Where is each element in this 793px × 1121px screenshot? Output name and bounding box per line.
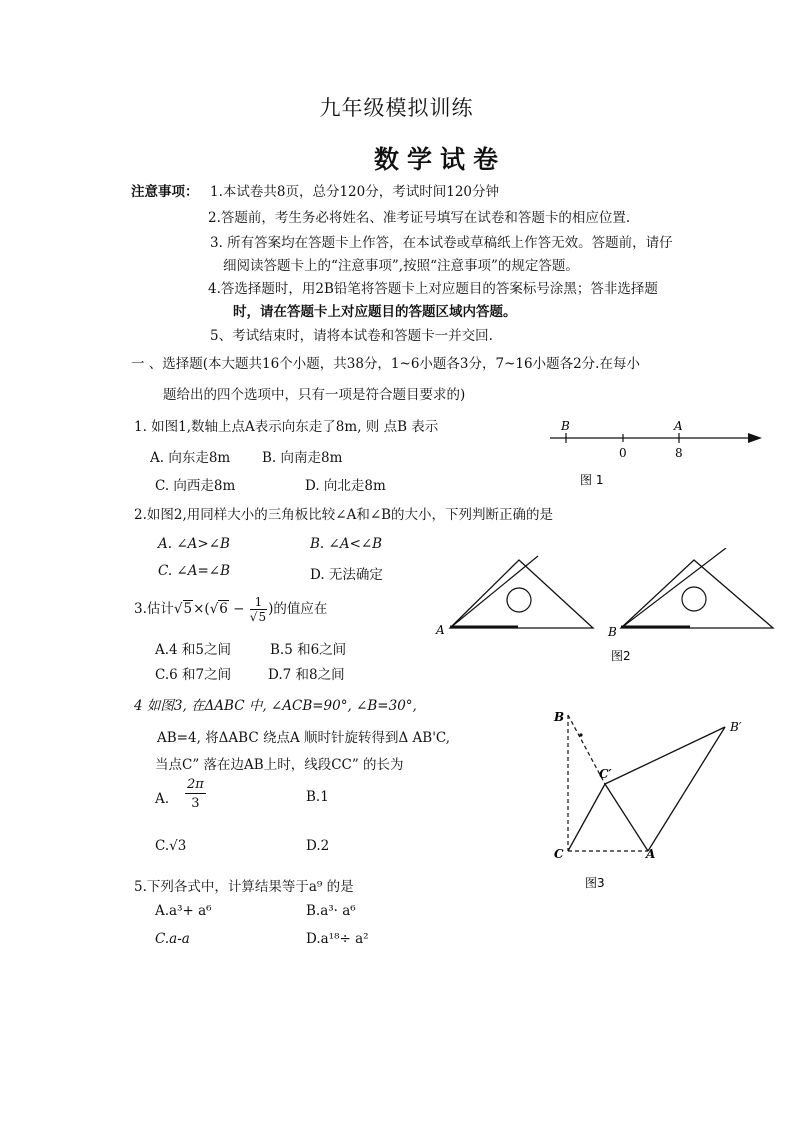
note-4-line-2: 时，请在答题卡上对应题目的答题区域内答题。	[233, 304, 517, 320]
question-3-option-c: C.6 和7之间	[155, 667, 232, 683]
sqrt-icon: √	[249, 610, 258, 624]
point-cprime-label: C′	[599, 767, 612, 781]
fraction-numerator: 1	[250, 596, 267, 610]
figure-1-number-line	[540, 415, 770, 490]
sqrt-6-icon: √	[209, 601, 219, 617]
question-4-stem-line-3: 当点C” 落在边AB上时，线段CC” 的长为	[155, 757, 404, 773]
triangle-hole-a	[507, 588, 531, 612]
fraction-1-over-sqrt5	[250, 596, 267, 623]
radicand-5: 5	[183, 601, 193, 617]
question-4-option-a-label: A.	[155, 791, 170, 807]
question-4-option-c: C.√3	[155, 838, 187, 854]
angle-a-side	[450, 556, 538, 628]
question-4-option-a-fraction	[185, 778, 206, 810]
note-4-line-1: 4.答选择题时，用2B铅笔将答题卡上对应题目的答案标号涂黑；答非选择题	[208, 281, 658, 297]
question-1-option-b: B. 向南走8m	[262, 450, 343, 466]
section-1-instructions-line-1: 一 、选择题(本大题共16个小题，共38分，1~6小题各3分，7~16小题各2分.在每小	[131, 356, 640, 372]
question-2-option-b: B. ∠A<∠B	[310, 536, 383, 552]
question-5-option-a: A.a³+ a⁶	[155, 903, 212, 919]
figure-3-rotation-diagram	[545, 705, 760, 895]
question-2-option-d: D. 无法确定	[310, 567, 383, 583]
question-5-option-d: D.a¹⁸÷ a²	[306, 931, 369, 947]
sqrt-5-icon: √	[173, 601, 183, 617]
point-b-label: B	[554, 710, 565, 724]
question-4-stem-line-1: 4 如图3, 在ΔABC 中, ∠ACB=90°, ∠B=30°,	[134, 698, 417, 714]
times-paren: ×(	[193, 601, 210, 617]
fraction-denominator	[250, 610, 267, 623]
option-a-denominator: 3	[191, 796, 200, 811]
question-2-option-a: A. ∠A>∠B	[158, 536, 230, 552]
question-3-option-b: B.5 和6之间	[270, 642, 347, 658]
segment-cprime-a	[605, 784, 648, 851]
question-1-option-d: D. 向北走8m	[305, 478, 386, 494]
radicand-6: 6	[219, 601, 228, 617]
note-3-line-1: 3. 所有答案均在答题卡上作答，在本试卷或草稿纸上作答无效。答题前，请仔	[210, 235, 673, 251]
figure-2-triangle-rulers	[428, 548, 778, 668]
tick-label-eight: 8	[675, 446, 683, 460]
angle-b-side	[621, 548, 726, 628]
point-b-label: B	[561, 419, 570, 433]
question-4-option-d: D.2	[306, 838, 330, 854]
number-line-arrow-icon	[748, 433, 762, 443]
notes-label: 注意事项：	[131, 184, 199, 200]
question-5-stem: 5.下列各式中，计算结果等于a⁹ 的是	[134, 879, 354, 895]
question-3-stem	[134, 594, 327, 624]
denominator-radicand: 5	[258, 610, 267, 624]
point-bprime-label: B′	[730, 720, 742, 734]
section-1-instructions-line-2: 题给出的四个选项中，只有一项是符合题目要求的)	[163, 387, 466, 403]
question-2-option-c: C. ∠A=∠B	[158, 563, 231, 579]
exam-subject-title: 数学试卷	[373, 145, 506, 174]
minus-sign: −	[228, 601, 249, 617]
question-1-stem: 1. 如图1,数轴上点A表示向东走了8m, 则 点B 表示	[134, 419, 439, 435]
point-c-label: C	[554, 847, 564, 861]
dot-marker	[579, 733, 582, 736]
question-2-stem: 2.如图2,用同样大小的三角板比较∠A和∠B的大小，下列判断正确的是	[134, 507, 554, 523]
question-4-stem-line-2: AB=4, 将ΔABC 绕点A 顺时针旋转得到Δ AB'C,	[157, 730, 451, 746]
option-a-numerator: 2π	[187, 777, 204, 792]
question-3-option-d: D.7 和8之间	[268, 667, 345, 683]
question-3-stem-pre: 3.估计	[134, 601, 174, 617]
exam-header-title: 九年级模拟训练	[319, 96, 474, 120]
question-3-option-a: A.4 和5之间	[155, 642, 232, 658]
note-5: 5、考试结束时，请将本试卷和答题卡一并交回.	[210, 328, 493, 344]
segment-c-cprime	[568, 784, 605, 851]
question-5-option-b: B.a³· a⁶	[306, 903, 356, 919]
figure-2-caption: 图2	[611, 649, 631, 663]
angle-b-label: B	[608, 625, 617, 639]
tick-label-zero: 0	[619, 446, 627, 460]
point-a-label: A	[674, 419, 683, 433]
question-1-option-c: C. 向西走8m	[155, 478, 236, 494]
angle-a-label: A	[436, 623, 445, 637]
note-2: 2.答题前，考生务必将姓名、准考证号填写在试卷和答题卡的相应位置.	[208, 210, 631, 226]
question-3-stem-post: )的值应在	[268, 601, 328, 617]
figure-3-caption: 图3	[585, 876, 605, 890]
question-1-option-a: A. 向东走8m	[150, 450, 231, 466]
triangle-hole-b	[682, 587, 706, 611]
note-1: 1.本试卷共8页，总分120分，考试时间120分钟	[210, 184, 500, 200]
point-a-label: A	[646, 847, 656, 861]
note-3-line-2: 细阅读答题卡上的“注意事项”,按照“注意事项”的规定答题。	[223, 258, 579, 274]
question-4-option-b: B.1	[306, 789, 329, 805]
question-5-option-c: C.a-a	[155, 931, 190, 947]
figure-1-caption: 图 1	[580, 473, 604, 487]
